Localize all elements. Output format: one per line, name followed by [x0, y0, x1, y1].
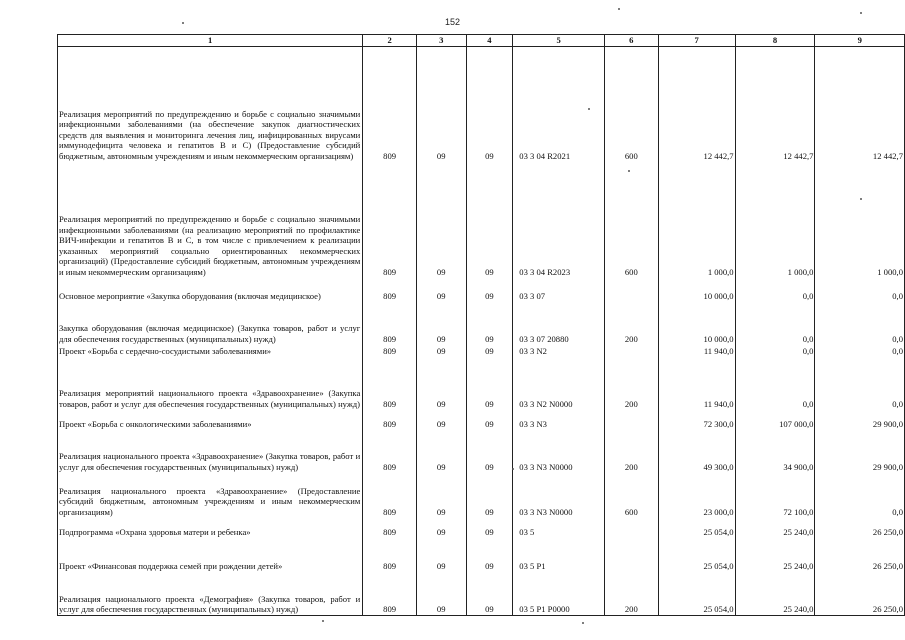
cell-expense-type: 600 — [605, 473, 659, 518]
cell-amount-col7: 25 054,0 — [658, 518, 735, 538]
column-header: 8 — [735, 35, 815, 47]
cell-expense-type: 200 — [605, 430, 659, 473]
scan-speck — [182, 22, 184, 24]
cell-amount-col7: 23 000,0 — [658, 473, 735, 518]
cell-target-code: 03 3 07 — [513, 278, 605, 302]
page-number: 152 — [444, 17, 461, 27]
cell-amount-col8: 25 240,0 — [735, 572, 815, 616]
cell-target-code: 03 5 P1 — [513, 538, 605, 572]
row-description: Проект «Борьба с сердечно-сосудистыми заболеваниями» — [58, 345, 363, 357]
cell-ministry: 809 — [363, 162, 417, 278]
column-header: 4 — [466, 35, 513, 47]
cell-amount-col8: 25 240,0 — [735, 518, 815, 538]
cell-expense-type: 600 — [605, 47, 659, 162]
cell-amount-col9: 0,0 — [815, 302, 905, 345]
table-row — [58, 162, 905, 278]
cell-subsection: 09 — [466, 572, 513, 616]
cell-subsection: 09 — [466, 345, 513, 357]
cell-amount-col7: 25 054,0 — [658, 538, 735, 572]
row-description: Реализация национального проекта «Здравоохранение» (Предоставление субсидий бюджетным, автономным учреждениям и иным некоммерческим организациям) — [58, 473, 363, 518]
cell-amount-col9: 26 250,0 — [815, 518, 905, 538]
cell-target-code: 03 3 N2 — [513, 345, 605, 357]
cell-expense-type — [605, 518, 659, 538]
cell-ministry: 809 — [363, 345, 417, 357]
table-row — [58, 572, 905, 616]
cell-section: 09 — [416, 572, 466, 616]
cell-amount-col7: 12 442,7 — [658, 47, 735, 162]
scan-speck — [628, 170, 630, 172]
row-description: Реализация национального проекта «Здравоохранение» (Закупка товаров, работ и услуг для обеспечения государственных (муниципальных) нужд) — [58, 430, 363, 473]
table-row — [58, 345, 905, 357]
cell-amount-col9: 29 900,0 — [815, 430, 905, 473]
cell-section: 09 — [416, 345, 466, 357]
row-description: Основное мероприятие «Закупка оборудования (включая медицинское) — [58, 278, 363, 302]
cell-target-code: 03 3 04 R2023 — [513, 162, 605, 278]
table-row — [58, 518, 905, 538]
table-row — [58, 47, 905, 162]
cell-subsection: 09 — [466, 538, 513, 572]
cell-expense-type — [605, 278, 659, 302]
table-row — [58, 430, 905, 473]
scan-speck — [588, 108, 590, 110]
row-description: Реализация мероприятий по предупреждению и борьбе с социально значимыми инфекционными заболеваниями (на реализацию мероприятий по профилактике ВИЧ-инфекции и гепатитов В и С, в том числе с привлечением к реализации указанных мероприятий социально ориентированных некоммерческих организаций) (Предоставление субсидий бюджетным, автономным учреждениям и иным некоммерческим организациям) — [58, 162, 363, 278]
cell-ministry: 809 — [363, 538, 417, 572]
cell-expense-type: 200 — [605, 357, 659, 410]
cell-section: 09 — [416, 518, 466, 538]
cell-section: 09 — [416, 162, 466, 278]
table-row — [58, 357, 905, 410]
cell-amount-col7: 1 000,0 — [658, 162, 735, 278]
cell-subsection: 09 — [466, 162, 513, 278]
column-header: 9 — [815, 35, 905, 47]
cell-amount-col7: 72 300,0 — [658, 410, 735, 430]
cell-amount-col9: 0,0 — [815, 473, 905, 518]
cell-section: 09 — [416, 538, 466, 572]
scan-speck — [512, 468, 514, 470]
cell-target-code: 03 3 N3 N0000 — [513, 430, 605, 473]
cell-expense-type: 200 — [605, 302, 659, 345]
cell-target-code: 03 3 04 R2021 — [513, 47, 605, 162]
cell-expense-type: 200 — [605, 572, 659, 616]
table-row — [58, 538, 905, 572]
cell-expense-type: 600 — [605, 162, 659, 278]
cell-amount-col9: 26 250,0 — [815, 572, 905, 616]
cell-amount-col9: 0,0 — [815, 357, 905, 410]
row-description: Реализация мероприятий по предупреждению и борьбе с социально значимыми инфекционными заболеваниями (на обеспечение закупок диагностических средств для выявления и мониторинга лечения лиц, инфицированных вирусами иммунодефицита человека и гепатитов В и С) (Предоставление субсидий бюджетным, автономным учреждениям и иным некоммерческим организациям) — [58, 47, 363, 162]
cell-section: 09 — [416, 302, 466, 345]
row-description: Проект «Финансовая поддержка семей при рождении детей» — [58, 538, 363, 572]
cell-ministry: 809 — [363, 473, 417, 518]
budget-table — [57, 34, 905, 616]
cell-amount-col8: 107 000,0 — [735, 410, 815, 430]
cell-subsection: 09 — [466, 302, 513, 345]
cell-amount-col7: 10 000,0 — [658, 278, 735, 302]
cell-amount-col9: 0,0 — [815, 345, 905, 357]
cell-amount-col9: 12 442,7 — [815, 47, 905, 162]
row-description: Подпрограмма «Охрана здоровья матери и ребенка» — [58, 518, 363, 538]
cell-ministry: 809 — [363, 278, 417, 302]
cell-target-code: 03 3 07 20880 — [513, 302, 605, 345]
cell-target-code: 03 3 N3 — [513, 410, 605, 430]
table-row — [58, 473, 905, 518]
column-header: 2 — [363, 35, 417, 47]
cell-amount-col8: 25 240,0 — [735, 538, 815, 572]
cell-amount-col9: 29 900,0 — [815, 410, 905, 430]
table-row — [58, 302, 905, 345]
cell-amount-col8: 12 442,7 — [735, 47, 815, 162]
cell-amount-col8: 0,0 — [735, 278, 815, 302]
row-description: Проект «Борьба с онкологическими заболеваниями» — [58, 410, 363, 430]
row-description: Реализация национального проекта «Демография» (Закупка товаров, работ и услуг для обеспечения государственных (муниципальных) нужд) — [58, 572, 363, 616]
cell-amount-col7: 11 940,0 — [658, 357, 735, 410]
cell-amount-col9: 1 000,0 — [815, 162, 905, 278]
cell-target-code: 03 5 — [513, 518, 605, 538]
cell-amount-col8: 34 900,0 — [735, 430, 815, 473]
cell-section: 09 — [416, 278, 466, 302]
column-header: 7 — [658, 35, 735, 47]
cell-amount-col7: 49 300,0 — [658, 430, 735, 473]
cell-section: 09 — [416, 47, 466, 162]
scan-speck — [860, 198, 862, 200]
cell-section: 09 — [416, 357, 466, 410]
column-header: 6 — [605, 35, 659, 47]
cell-section: 09 — [416, 410, 466, 430]
cell-target-code: 03 3 N2 N0000 — [513, 357, 605, 410]
cell-amount-col8: 0,0 — [735, 357, 815, 410]
cell-amount-col9: 0,0 — [815, 278, 905, 302]
scan-speck — [582, 622, 584, 624]
scan-speck — [322, 620, 324, 622]
cell-section: 09 — [416, 473, 466, 518]
cell-amount-col7: 25 054,0 — [658, 572, 735, 616]
cell-target-code: 03 3 N3 N0000 — [513, 473, 605, 518]
cell-ministry: 809 — [363, 357, 417, 410]
cell-amount-col7: 10 000,0 — [658, 302, 735, 345]
scan-speck — [860, 12, 862, 14]
row-description: Закупка оборудования (включая медицинское) (Закупка товаров, работ и услуг для обеспечения государственных (муниципальных) нужд) — [58, 302, 363, 345]
table-row — [58, 278, 905, 302]
cell-subsection: 09 — [466, 47, 513, 162]
cell-amount-col7: 11 940,0 — [658, 345, 735, 357]
cell-ministry: 809 — [363, 410, 417, 430]
cell-target-code: 03 5 P1 P0000 — [513, 572, 605, 616]
table-row — [58, 410, 905, 430]
cell-ministry: 809 — [363, 302, 417, 345]
cell-amount-col8: 72 100,0 — [735, 473, 815, 518]
scan-speck — [618, 8, 620, 10]
cell-expense-type — [605, 345, 659, 357]
cell-subsection: 09 — [466, 357, 513, 410]
column-header-row — [58, 35, 905, 47]
row-description: Реализация мероприятий национального проекта «Здравоохранение» (Закупка товаров, работ и услуг для обеспечения государственных (муниципальных) нужд) — [58, 357, 363, 410]
cell-expense-type — [605, 410, 659, 430]
cell-subsection: 09 — [466, 473, 513, 518]
cell-subsection: 09 — [466, 518, 513, 538]
cell-section: 09 — [416, 430, 466, 473]
cell-subsection: 09 — [466, 430, 513, 473]
cell-ministry: 809 — [363, 430, 417, 473]
cell-subsection: 09 — [466, 278, 513, 302]
column-header: 3 — [416, 35, 466, 47]
column-header: 5 — [513, 35, 605, 47]
cell-ministry: 809 — [363, 572, 417, 616]
column-header: 1 — [58, 35, 363, 47]
cell-ministry: 809 — [363, 518, 417, 538]
cell-amount-col8: 0,0 — [735, 345, 815, 357]
cell-amount-col8: 0,0 — [735, 302, 815, 345]
cell-subsection: 09 — [466, 410, 513, 430]
cell-amount-col8: 1 000,0 — [735, 162, 815, 278]
cell-expense-type — [605, 538, 659, 572]
cell-ministry: 809 — [363, 47, 417, 162]
cell-amount-col9: 26 250,0 — [815, 538, 905, 572]
